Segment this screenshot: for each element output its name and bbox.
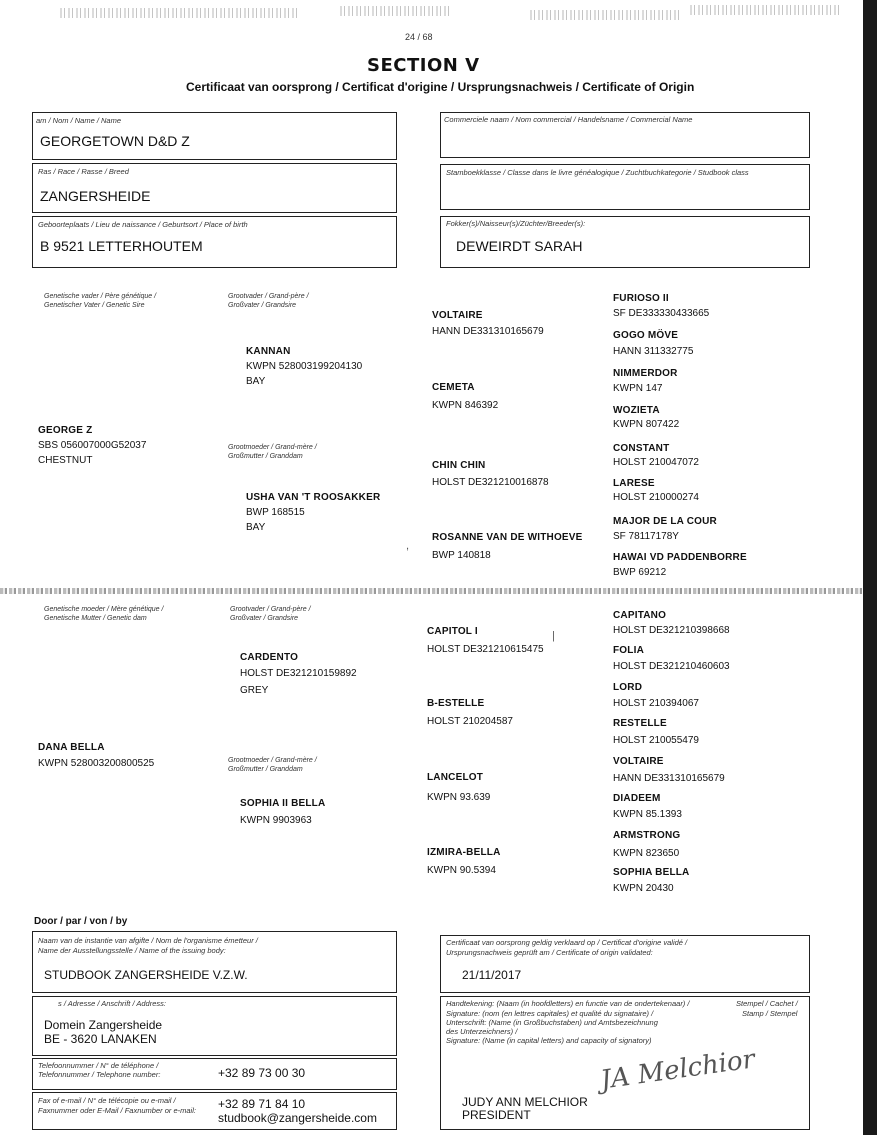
- stamp-label: Stamp / Stempel: [742, 1009, 798, 1018]
- breeder-name: DEWEIRDT SARAH: [456, 238, 583, 254]
- gggs-2-name: GOGO MÖVE: [613, 330, 679, 341]
- horse-name: GEORGETOWN D&D Z: [40, 133, 190, 149]
- grandsire-label: Grootvader / Grand-père / Großvater / Grandsire: [228, 293, 309, 309]
- gggd-5-name: VOLTAIRE: [613, 756, 664, 767]
- fax-number: +32 89 71 84 10: [218, 1097, 306, 1111]
- maternal-grandsire-reg: HOLST DE321210159892: [240, 668, 357, 679]
- gggs-4-name: WOZIETA: [613, 405, 660, 416]
- paternal-grandsire-reg: KWPN 528003199204130: [246, 361, 363, 372]
- dam-reg: KWPN 528003200800525: [38, 758, 155, 769]
- granddam-label: Grootmoeder / Grand-mère / Großmutter / Granddam: [228, 757, 317, 773]
- ggd-2-reg: HOLST 210204587: [427, 716, 513, 727]
- maternal-granddam-reg: KWPN 9903963: [240, 815, 312, 826]
- fax-label: Faxnummer oder E-Mail / Faxnumber or e-mail:: [38, 1106, 196, 1115]
- ggd-4-reg: KWPN 90.5394: [427, 865, 496, 876]
- horse-breed: ZANGERSHEIDE: [40, 188, 151, 204]
- gggd-4-name: RESTELLE: [613, 718, 667, 729]
- dam-label: Genetische moeder / Mère génétique / Genetische Mutter / Genetic dam: [44, 606, 164, 622]
- maternal-grandsire-color: GREY: [240, 685, 269, 696]
- ggs-3-name: CHIN CHIN: [432, 460, 486, 471]
- address-label: s / Adresse / Anschrift / Address:: [58, 999, 166, 1008]
- gggd-2-reg: HOLST DE321210460603: [613, 661, 730, 672]
- sire-label: Genetische vader / Père génétique / Genetischer Vater / Genetic Sire: [44, 293, 157, 309]
- gggs-5-name: CONSTANT: [613, 443, 670, 454]
- maternal-grandsire-name: CARDENTO: [240, 652, 299, 663]
- gggd-6-reg: KWPN 85.1393: [613, 809, 682, 820]
- gggs-7-name: MAJOR DE LA COUR: [613, 516, 717, 527]
- gggd-8-reg: KWPN 20430: [613, 883, 674, 894]
- stamp-label: Stempel / Cachet /: [736, 999, 798, 1008]
- gggs-4-reg: KWPN 807422: [613, 419, 680, 430]
- ggd-1-name: CAPITOL I: [427, 626, 478, 637]
- sire-reg: SBS 056007000G52037: [38, 440, 147, 451]
- sire-color: CHESTNUT: [38, 455, 93, 466]
- address-line-1: Domein Zangersheide: [44, 1018, 163, 1032]
- gggs-6-name: LARESE: [613, 478, 655, 489]
- handwritten-signature: JA Melchior: [598, 1044, 757, 1096]
- gggd-4-reg: HOLST 210055479: [613, 735, 699, 746]
- ggs-1-reg: HANN DE331310165679: [432, 326, 544, 337]
- gggd-2-name: FOLIA: [613, 645, 644, 656]
- gggs-8-name: HAWAI VD PADDENBORRE: [613, 552, 747, 563]
- issued-by-heading: Door / par / von / by: [34, 916, 128, 927]
- certificate-subtitle: Certificaat van oorsprong / Certificat d'origine / Ursprungsnachweis / Certificate of Origin: [186, 80, 695, 94]
- gggd-7-name: ARMSTRONG: [613, 830, 681, 841]
- scan-noise: [60, 8, 300, 18]
- scan-noise: [530, 10, 680, 20]
- gggs-3-name: NIMMERDOR: [613, 368, 678, 379]
- gggd-8-name: SOPHIA BELLA: [613, 867, 690, 878]
- validation-label: Certificaat van oorsprong geldig verklaard op / Certificat d'origine validé /: [446, 938, 688, 947]
- signer-name: JUDY ANN MELCHIOR: [462, 1095, 588, 1109]
- ggd-3-name: LANCELOT: [427, 772, 484, 783]
- gggd-3-reg: HOLST 210394067: [613, 698, 699, 709]
- signature-label: Signature: (nom (en lettres capitales) et qualité du signataire) /: [446, 1009, 654, 1018]
- scan-fold-line: [0, 588, 863, 594]
- scan-noise: [340, 6, 450, 16]
- paternal-granddam-name: USHA VAN 'T ROOSAKKER: [246, 492, 381, 503]
- paternal-granddam-color: BAY: [246, 522, 266, 533]
- scan-fleck: |: [552, 630, 555, 642]
- gggs-1-reg: SF DE333330433665: [613, 308, 710, 319]
- breed-label: Ras / Race / Rasse / Breed: [38, 167, 129, 176]
- issuing-body-label: Name der Ausstellungsstelle / Name of the issuing body:: [38, 946, 226, 955]
- maternal-granddam-name: SOPHIA II BELLA: [240, 798, 326, 809]
- address-line-2: BE - 3620 LANAKEN: [44, 1032, 157, 1046]
- gggd-6-name: DIADEEM: [613, 793, 661, 804]
- ggd-3-reg: KWPN 93.639: [427, 792, 491, 803]
- section-title: SECTION V: [367, 55, 480, 76]
- studbook-class-label: Stamboekklasse / Classe dans le livre généalogique / Zuchtbuchkategorie / Studbook class: [446, 168, 749, 177]
- issuing-body-label: Naam van de instantie van afgifte / Nom de l'organisme émetteur /: [38, 936, 258, 945]
- scan-noise: [690, 5, 840, 15]
- paternal-grandsire-name: KANNAN: [246, 346, 291, 357]
- signature-label: Handtekening: (Naam (in hoofdletters) en functie van de ondertekenaar) /: [446, 999, 690, 1008]
- grandsire-label: Grootvader / Grand-père / Großvater / Grandsire: [230, 606, 311, 622]
- fax-label: Fax of e-mail / N° de télécopie ou e-mail /: [38, 1096, 176, 1105]
- ggs-4-name: ROSANNE VAN DE WITHOEVE: [432, 532, 583, 543]
- validation-date: 21/11/2017: [462, 968, 522, 982]
- issuing-body: STUDBOOK ZANGERSHEIDE V.Z.W.: [44, 968, 248, 982]
- scan-edge: [863, 0, 877, 1135]
- gggd-1-reg: HOLST DE321210398668: [613, 625, 730, 636]
- gggs-3-reg: KWPN 147: [613, 383, 663, 394]
- breeder-label: Fokker(s)/Naisseur(s)/Züchter/Breeder(s):: [446, 219, 586, 228]
- ggs-1-name: VOLTAIRE: [432, 310, 483, 321]
- gggs-7-reg: SF 78117178Y: [613, 531, 679, 542]
- gggs-6-reg: HOLST 210000274: [613, 492, 699, 503]
- phone-label: Telefonnummer / Telephone number:: [38, 1070, 161, 1079]
- ggs-3-reg: HOLST DE321210016878: [432, 477, 549, 488]
- gggd-3-name: LORD: [613, 682, 643, 693]
- paternal-granddam-reg: BWP 168515: [246, 507, 305, 518]
- signature-label: des Unterzeichners) /: [446, 1027, 518, 1036]
- ggd-2-name: B-ESTELLE: [427, 698, 485, 709]
- gggs-8-reg: BWP 69212: [613, 567, 667, 578]
- signature-label: Signature: (Name (in capital letters) and capacity of signatory): [446, 1036, 652, 1045]
- phone-label: Telefoonnummer / N° de téléphone /: [38, 1061, 159, 1070]
- sire-name: GEORGE Z: [38, 425, 93, 436]
- gggs-1-name: FURIOSO II: [613, 293, 669, 304]
- email-address: studbook@zangersheide.com: [218, 1111, 377, 1125]
- gggd-1-name: CAPITANO: [613, 610, 667, 621]
- ggs-2-reg: KWPN 846392: [432, 400, 499, 411]
- name-label: am / Nom / Name / Name: [36, 116, 122, 125]
- dam-name: DANA BELLA: [38, 742, 105, 753]
- paternal-grandsire-color: BAY: [246, 376, 266, 387]
- signature-label: Unterschrift: (Name (in Großbuchstaben) und Amtsbezeichnung: [446, 1018, 658, 1027]
- gggd-7-reg: KWPN 823650: [613, 848, 680, 859]
- gggs-2-reg: HANN 311332775: [613, 346, 694, 357]
- birth-place: B 9521 LETTERHOUTEM: [40, 238, 203, 254]
- birth-label: Geboorteplaats / Lieu de naissance / Geburtsort / Place of birth: [38, 220, 248, 229]
- phone-number: +32 89 73 00 30: [218, 1066, 306, 1080]
- granddam-label: Grootmoeder / Grand-mère / Großmutter / Granddam: [228, 444, 317, 460]
- ggs-4-reg: BWP 140818: [432, 550, 491, 561]
- ggd-1-reg: HOLST DE321210615475: [427, 644, 544, 655]
- page-number: 24 / 68: [405, 32, 433, 42]
- gggs-5-reg: HOLST 210047072: [613, 457, 699, 468]
- gggd-5-reg: HANN DE331310165679: [613, 773, 725, 784]
- ggs-2-name: CEMETA: [432, 382, 475, 393]
- signer-role: PRESIDENT: [462, 1108, 531, 1122]
- validation-label: Ursprungsnachweis geprüft am / Certificate of origin validated:: [446, 948, 653, 957]
- ggd-4-name: IZMIRA-BELLA: [427, 847, 501, 858]
- commercial-name-label: Commerciele naam / Nom commercial / Handelsname / Commercial Name: [444, 115, 693, 124]
- scan-fleck: ,: [406, 540, 410, 552]
